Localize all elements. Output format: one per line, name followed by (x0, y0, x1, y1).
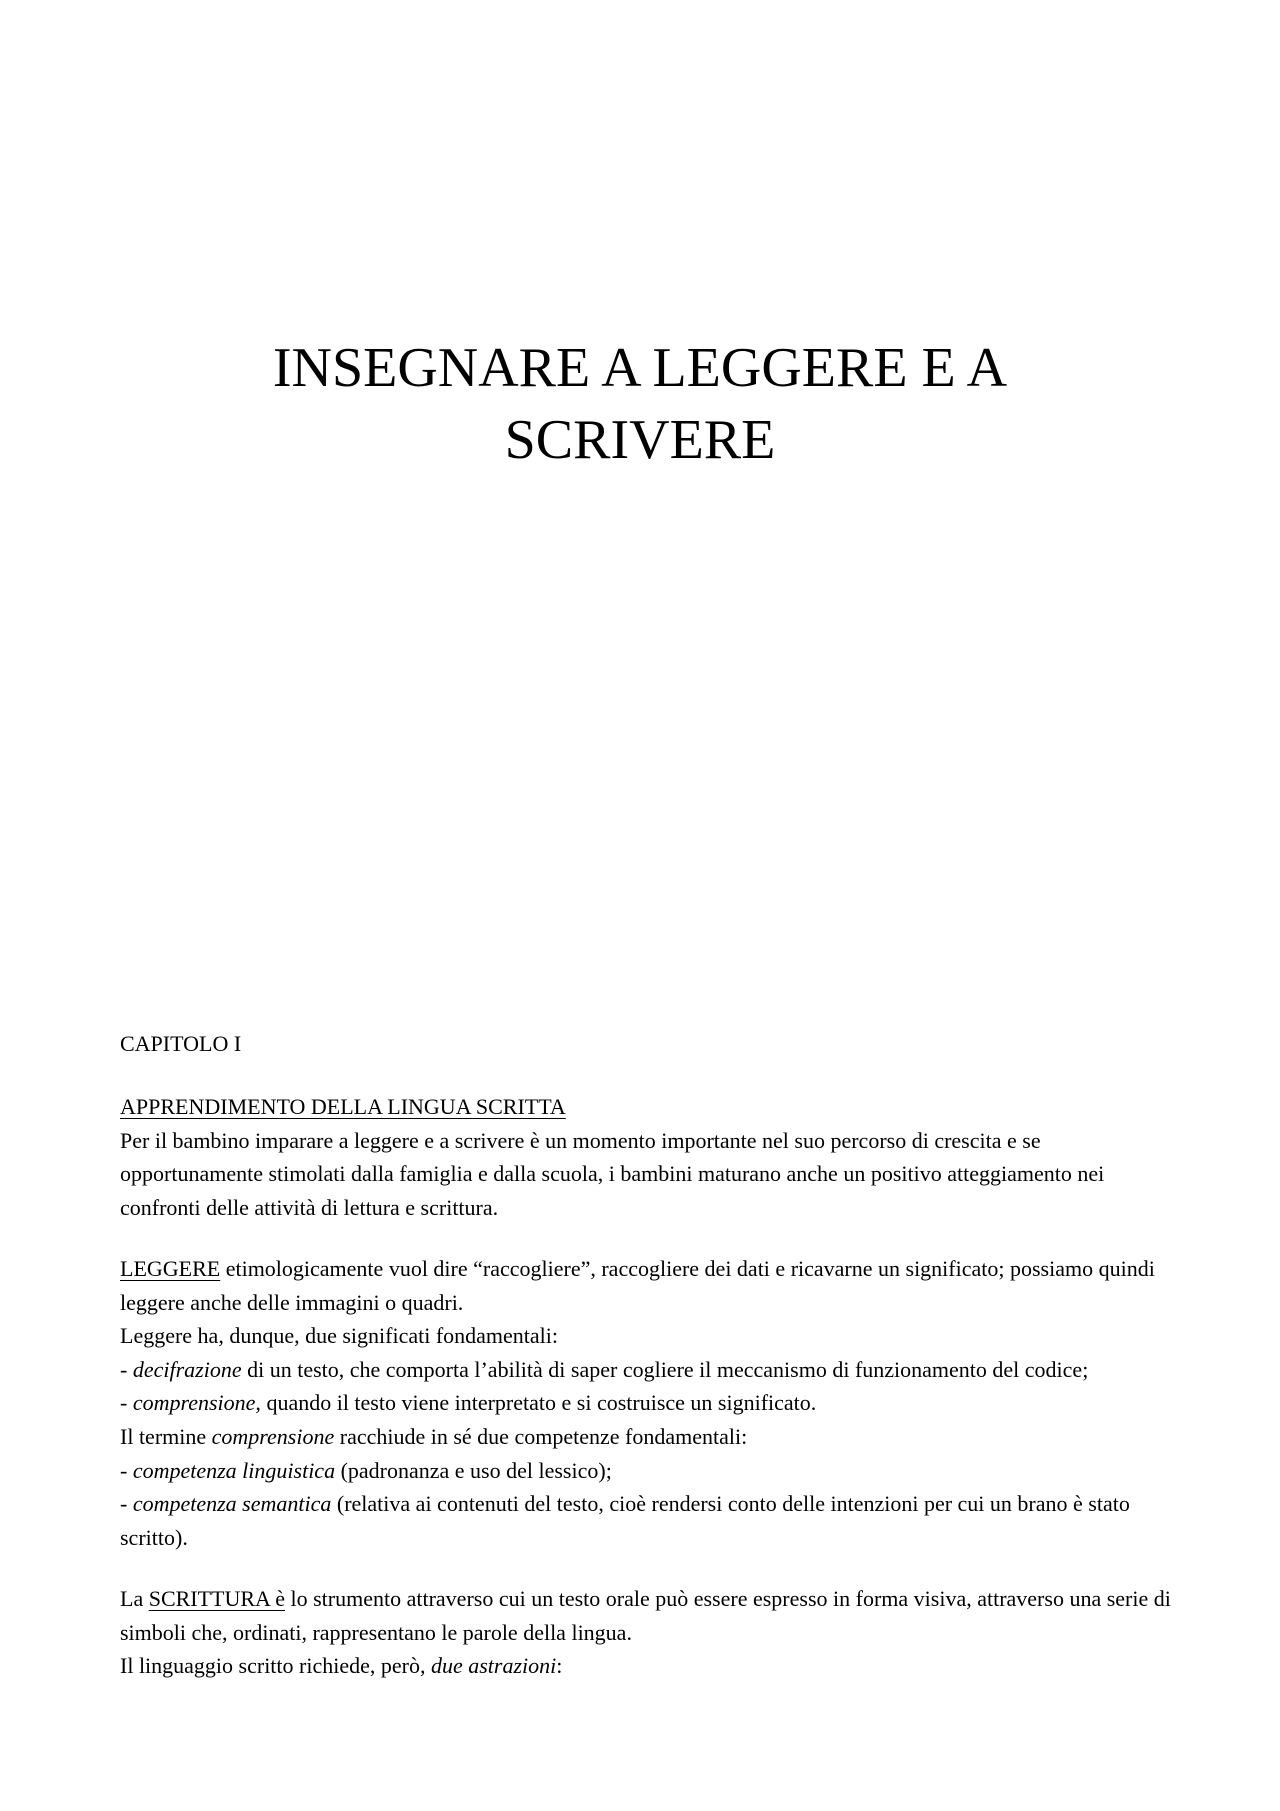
paragraph-6-before: Il linguaggio scritto richiede, però, (120, 1653, 431, 1679)
paragraph-1: Per il bambino imparare a leggere e a scrivere è un momento importante nel suo percorso di crescita e se opportunamente stimolati dalla famiglia e dalla scuola, i bambini maturano anche un positivo atteggiamento nei confronti delle attività di lettura e scrittura. (120, 1127, 1105, 1220)
paragraph-4-before: Il termine (120, 1423, 212, 1449)
list-item-text: (padronanza e uso del lessico); (335, 1457, 612, 1483)
chapter-label-text: CAPITOLO I (120, 1031, 242, 1056)
paragraph-6 (120, 1649, 1180, 1683)
list-item-text: quando il testo viene interpretato e si costruisce un significato. (260, 1390, 817, 1416)
paragraph-6-after: : (556, 1653, 563, 1679)
paragraph-5-after: lo strumento attraverso cui un testo orale può essere espresso in forma visiva, attraverso una serie di simboli che, ordinati, rappresentano le parole della lingua. (120, 1585, 1171, 1645)
list-dash: - (120, 1457, 133, 1483)
term-scrittura: SCRITTURA è (148, 1585, 285, 1611)
paragraph-5-before: La (120, 1585, 149, 1611)
list-item-competenza-linguistica (120, 1454, 1180, 1488)
term-comprensione: comprensione, (132, 1390, 261, 1416)
term-due-astrazioni: due astrazioni (430, 1653, 557, 1679)
list-item-text: (relativa ai contenuti del testo, cioè rendersi conto delle intenzioni per cui un brano è stato scritto). (120, 1491, 1130, 1550)
paragraph-4 (120, 1420, 1180, 1454)
section-heading-text: APPRENDIMENTO DELLA LINGUA SCRITTA (120, 1094, 566, 1119)
term-decifrazione: decifrazione (132, 1356, 242, 1382)
title-line-2: SCRIVERE (504, 409, 776, 471)
paragraph-3: Leggere ha, dunque, due significati fondamentali: (120, 1323, 559, 1349)
section-body (120, 1090, 1180, 1683)
document-title (120, 332, 1160, 476)
list-dash: - (120, 1491, 133, 1517)
list-item-competenza-semantica (120, 1487, 1180, 1554)
paragraph-gap (120, 1224, 1180, 1252)
chapter-label (120, 1027, 1180, 1061)
list-item-text: di un testo, che comporta l’abilità di saper cogliere il meccanismo di funzionamento del codice; (241, 1356, 1089, 1382)
paragraph-4-after: racchiude in sé due competenze fondamentali: (334, 1423, 748, 1449)
list-dash: - (120, 1356, 133, 1382)
paragraph-5 (120, 1582, 1180, 1649)
term-competenza-linguistica: competenza linguistica (132, 1457, 336, 1483)
list-item-decifrazione (120, 1353, 1180, 1387)
term-leggere: LEGGERE (120, 1255, 221, 1281)
section-heading (120, 1090, 1180, 1124)
paragraph-2-text: etimologicamente vuol dire “raccogliere”, raccogliere dei dati e ricavarne un significato; possiamo quindi leggere anche delle immagini o quadri. (120, 1255, 1155, 1315)
term-competenza-semantica: competenza semantica (132, 1491, 332, 1517)
title-line-1: INSEGNARE A LEGGERE E A (272, 337, 1008, 399)
term-comprensione-2: comprensione (211, 1423, 335, 1449)
list-dash: - (120, 1390, 133, 1416)
paragraph-gap (120, 1554, 1180, 1582)
list-item-comprensione (120, 1386, 1180, 1420)
paragraph-2 (120, 1252, 1180, 1319)
